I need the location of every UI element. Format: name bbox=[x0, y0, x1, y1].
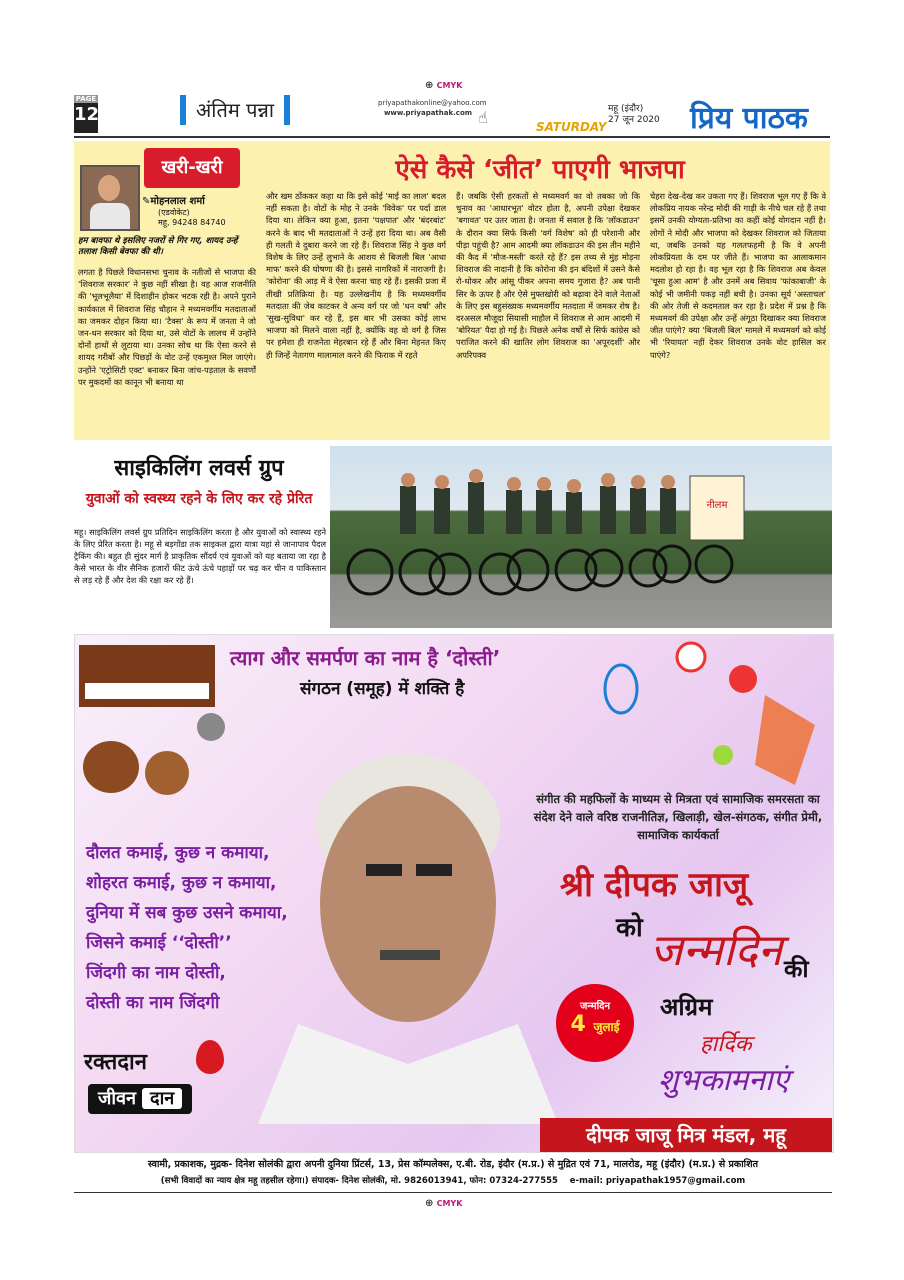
editor-text: संपादक- दिनेश सोलंकी, मो. 9826013941, फोन: 07324-277555 bbox=[311, 1176, 558, 1186]
article-column-1: लगता है पिछले विधानसभा चुनाव के नतीजों से भाजपा की 'शिवराज सरकार' ने कुछ नहीं सीखा है। वह आज राजनीति की 'भूलभूलैया' में दिशाहीन होकर भटक रही है। अपने पुराने कार्यकाल में शिवराज सिंह चौहान ने मध्यमवर्गीय मतदाताओं का जमकर दोहन किया था। 'टैक्स' के रूप में जनता ने जो जन-धन सरकार को दिया था, उसे वोटों के लालच में उन्होंने दोनों हाथों से लुटाया था। उनका सोच था कि ऐसा करने से शायद गरीबों और पिछड़ों के वोट उन्हें एकमुश्त मिल जाएंगे। उन्होंने 'एट्रोसिटी एक्ट' बनाकर बिना जांच-पड़ताल के सवर्णों पर मुकदमों का कानून भी बनाया था bbox=[78, 267, 256, 387]
janmdin-calligraphy: जन्मदिन bbox=[650, 925, 783, 976]
author-meta bbox=[158, 208, 226, 228]
microphone-image bbox=[197, 713, 225, 741]
dateline bbox=[608, 104, 660, 126]
poem-line: दोस्ती का नाम जिंदगी bbox=[86, 993, 220, 1013]
article-column-2: और खम ठोंककर कहा था कि इसे कोई 'माई का लाल' बदल नहीं सकता है। वोटों के मोह ने उनके 'विवेक' पर पर्दा डाल दिया था। लेकिन क्या हुआ, इतना 'पक्षपात' और 'बंदरबांट' करने के बाद भी मतदाताओं ने उन्हें हरा दिया था। अब वैसी ही गलती वे दुबारा करने जा रहे हैं। शिवराज सिंह ने कुछ वर्ग विशेष के लिए उन्हें लुभाने के आशय से बिजली बिल 'आधा माफ' करने की घोषणा की है। इससे नागरिकों में नाराजगी है। 'कोरोना' की आड़ में वे ऐसा करना चाह रहे हैं। इसकी प्रजा में तीखी प्रतिक्रिया है। यह उल्लेखनीय है कि मध्यमवर्गीय मतदाता की जेब काटकर वे अन्य वर्ग पर जो 'धन वर्षा' और 'सुख-सुविधा' कर रहे हैं, इस बार भी उसका कोई लाभ भाजपा को मिलने वाला नहीं है, क्योंकि वह वो वर्ग है जिस पर हमेशा ही राजनेता मेहरबान रहे हैं और बिना मेहनत किए ही जिन्हें नेतागण मालामाल करने की फिराक में रहते bbox=[266, 191, 446, 360]
poem-line: दौलत कमाई, कुछ न कमाया, bbox=[86, 843, 270, 863]
player-silhouette-image bbox=[755, 695, 815, 785]
top-registration-mark: ⊕ CMYK bbox=[425, 80, 463, 91]
email-text: priyapathakonline@yahoo.com bbox=[378, 99, 487, 107]
poem-line: शोहरत कमाई, कुछ न कमाया, bbox=[86, 873, 277, 893]
day-label: SATURDAY bbox=[536, 120, 607, 134]
article-headline: ऐसे कैसे ‘जीत’ पाएगी भाजपा bbox=[395, 155, 685, 185]
email-link[interactable]: e-mail: priyapathak1957@gmail.com bbox=[569, 1176, 746, 1186]
footer-divider bbox=[74, 1192, 832, 1193]
page-label: PAGE bbox=[75, 95, 97, 103]
ad-description: संगीत की महफिलों के माध्यम से मित्रता एवं सामाजिक समरसता का संदेश देने वाले वरिष्ठ राजनीतिज्ञ, खिलाड़ी, खेल-संगठक, संगीत प्रेमी, सामाजिक कार्यकर्ता bbox=[533, 792, 823, 842]
poem-line: जिसने कमाई ‘‘दोस्ती’’ bbox=[86, 933, 232, 953]
column-badge: खरी-खरी bbox=[144, 148, 240, 188]
header-divider bbox=[74, 136, 830, 138]
ad-subtitle: संगठन (समूह) में शक्ति है bbox=[300, 679, 465, 699]
ad-word-ko: को bbox=[616, 913, 643, 943]
article-intro-quote: हम बावफा थे इसलिए नजरों से गिर गए, शायद उन्हें तलाश किसी बेवफा की थी। bbox=[78, 236, 238, 257]
cycling-body: महू। साइकिलिंग लवर्स ग्रुप प्रतिदिन साइकिलिंग करता है और युवाओं को स्वास्थ्य रहने के लिए प्रेरित करता है। महू से बड़गोंडा तक साइकल द्वारा यात्रा यहां से जानापाव पैदल ट्रैकिंग की। बहुत ही सुंदर मार्ग है प्राकृतिक सौंदर्य एवं युवाओं को यह बताया जा रहा है कैसे भारत के वीर सैनिक हजारों फीट ऊंचे ऊंचे पहाड़ों पर चढ़ कर चीन व पाकिस्तान से लड़ रहे हैं और देश की रक्षा कर रहे हैं। bbox=[74, 527, 326, 585]
author-role: (एडवोकेट) bbox=[158, 208, 190, 217]
poem-line: दुनिया में सब कुछ उसने कमाया, bbox=[86, 903, 288, 923]
blood-drop-icon bbox=[196, 1040, 224, 1074]
print-details bbox=[74, 1175, 832, 1186]
raktdan-text: रक्तदान bbox=[84, 1050, 147, 1075]
jeevan-daan-label: जीवन दान bbox=[88, 1084, 192, 1114]
tennis-ball-icon bbox=[713, 745, 733, 765]
cycling-group-photo bbox=[330, 446, 832, 628]
football-icon bbox=[677, 643, 705, 671]
sponsor-name-strip: दीपक जाजू मित्र मंडल, महू bbox=[540, 1118, 832, 1152]
badge-label: जन्मदिन bbox=[579, 1001, 611, 1012]
crosshair-icon: ⊕ bbox=[425, 1198, 434, 1209]
shubhkamnayen-calligraphy: शुभकामनाएं bbox=[658, 1063, 790, 1098]
ad-word-ki: की bbox=[784, 955, 809, 983]
ad-word-agrim: अग्रिम bbox=[660, 993, 713, 1021]
jurisdiction-text: (सभी विवादों का न्याय क्षेत्र महू तहसील रहेगा।) bbox=[160, 1176, 309, 1186]
section-title: अंतिम पन्ना bbox=[180, 95, 290, 125]
ad-title: त्याग और समर्पण का नाम है ‘दोस्ती’ bbox=[230, 646, 501, 670]
masthead-logo: प्रिय पाठक bbox=[690, 101, 808, 136]
table-tennis-icon bbox=[729, 665, 757, 693]
hardik-calligraphy: हार्दिक bbox=[700, 1032, 752, 1057]
date-text: 27 जून 2020 bbox=[608, 115, 660, 125]
cycling-title: साइकिलिंग लवर्स ग्रुप bbox=[114, 456, 284, 481]
print-line: स्वामी, प्रकाशक, मुद्रक- दिनेश सोलंकी द्वारा अपनी दुनिया प्रिंटर्स, 13, प्रेस कॉम्पलेक्स, ए.बी. रोड, इंदौर (म.प्र.) से मुद्रित एवं 71, मालरोड, महू (इंदौर) (म.प्र.) से प्रकाशित bbox=[147, 1159, 759, 1170]
author-photo bbox=[80, 165, 140, 231]
author-contact: महू, 94248 84740 bbox=[158, 218, 226, 227]
badge-day: 4 जुलाई bbox=[570, 1012, 620, 1037]
page-number-box bbox=[74, 95, 98, 133]
poem-line: जिंदगी का नाम दोस्ती, bbox=[86, 963, 226, 983]
pointer-hand-icon: ☝ bbox=[478, 108, 488, 127]
tabla-image bbox=[83, 741, 139, 793]
author-name: ✎मोहनलाल शर्मा bbox=[142, 196, 205, 207]
birthday-date-badge bbox=[556, 984, 634, 1062]
website-link[interactable]: www.priyapathak.com bbox=[383, 109, 473, 117]
website-box bbox=[378, 98, 487, 120]
signboard-text: नीलम bbox=[706, 500, 728, 511]
crosshair-icon: ⊕ bbox=[425, 80, 434, 91]
place-text: महू (इंदौर) bbox=[608, 104, 644, 114]
friendship-poem bbox=[86, 838, 356, 1018]
racket-icon bbox=[605, 665, 637, 713]
article-column-4: चेहरा देख-देख कर उकता गए हैं। शिवराज भूल गए हैं कि वे लोकप्रिय नायक नरेन्द्र मोदी की गाड़ी के नीचे चल रहे हैं तथा इसमें उनकी योग्यता-प्रतिभा का कहीं कोई योगदान नहीं है। लोगों ने मोदी और भाजपा को देखकर शिवराज को जिताया था, जबकि उनको यह गलतफहमी है कि वे अपनी लोकप्रियता के दम पर जीते हैं। भाजपा का आलाकमान मदलोश हो रहा है। वह भूल रहा है कि शिवराज अब केवल 'चूसा हुआ आम' है और उनमें अब सिवाय 'फांकाबाजी' के कोई भी जमीनी पकड़ नहीं बची है। उनका सूर्य 'अस्ताचल' की ओर तेजी से कदमताल कर रहा है। प्रदेश में प्रश्न है कि मध्यमवर्ग की उपेक्षा और उन्हें अंगूठा दिखाकर क्या शिवराज जीत पाएंगे? क्या 'बिजली बिल' मामले में मध्यमवर्ग को कोई भी 'रियायत' नहीं देकर शिवराज उनके वोट हासिल कर पाएंगे? bbox=[650, 191, 826, 360]
page-number: 12 bbox=[74, 104, 100, 125]
article-column-3: हैं। जबकि ऐसी हरकतों से मध्यमवर्ग का वो तबका जो कि चुनाव का 'आधारभूत' वोटर होता है, अपनी उपेक्षा देखकर 'बगावत' पर उतर जाता है। जनता में सवाल है कि 'लॉकडाउन' के दौरान क्या सिर्फ किसी 'वर्ग विशेष' को ही परेशानी और पीड़ा पहुंची है? आम आदमी क्या लॉकडाउन की इस तीन महीने की कैद में 'मौज-मस्ती' करते रहे हैं? इस तथ्य से मुंह मोड़ना शिवराज की नादानी है कि कोरोना की इन बंदिशों में उसने कैसे रो-धोकर और आंसू पीकर अपना समय गुजारा है? अब पानी सिर के ऊपर है और ऐसे मुफ्तखोरी को बढ़ावा देने वाले नेताओं के लिए इस बहुसंख्यक मध्यमवर्गीय मतदाता में जमकर रोष है। दरअसल मौजूदा सियासी माहौल में शिवराज से आम आदमी में 'बोरियत' पैदा हो गई है। पिछले अनेक वर्षों से सिर्फ कांग्रेस को पराजित करने की खातिर लोग शिवराज का 'अपूरदर्शी' और अपरिपक्व bbox=[456, 191, 640, 360]
cycling-subtitle: युवाओं को स्वस्थ्य रहने के लिए कर रहे प्रेरित bbox=[85, 491, 313, 507]
bottom-registration-mark: ⊕ CMYK bbox=[425, 1198, 463, 1209]
honoree-name: श्री दीपक जाजू bbox=[560, 865, 749, 905]
